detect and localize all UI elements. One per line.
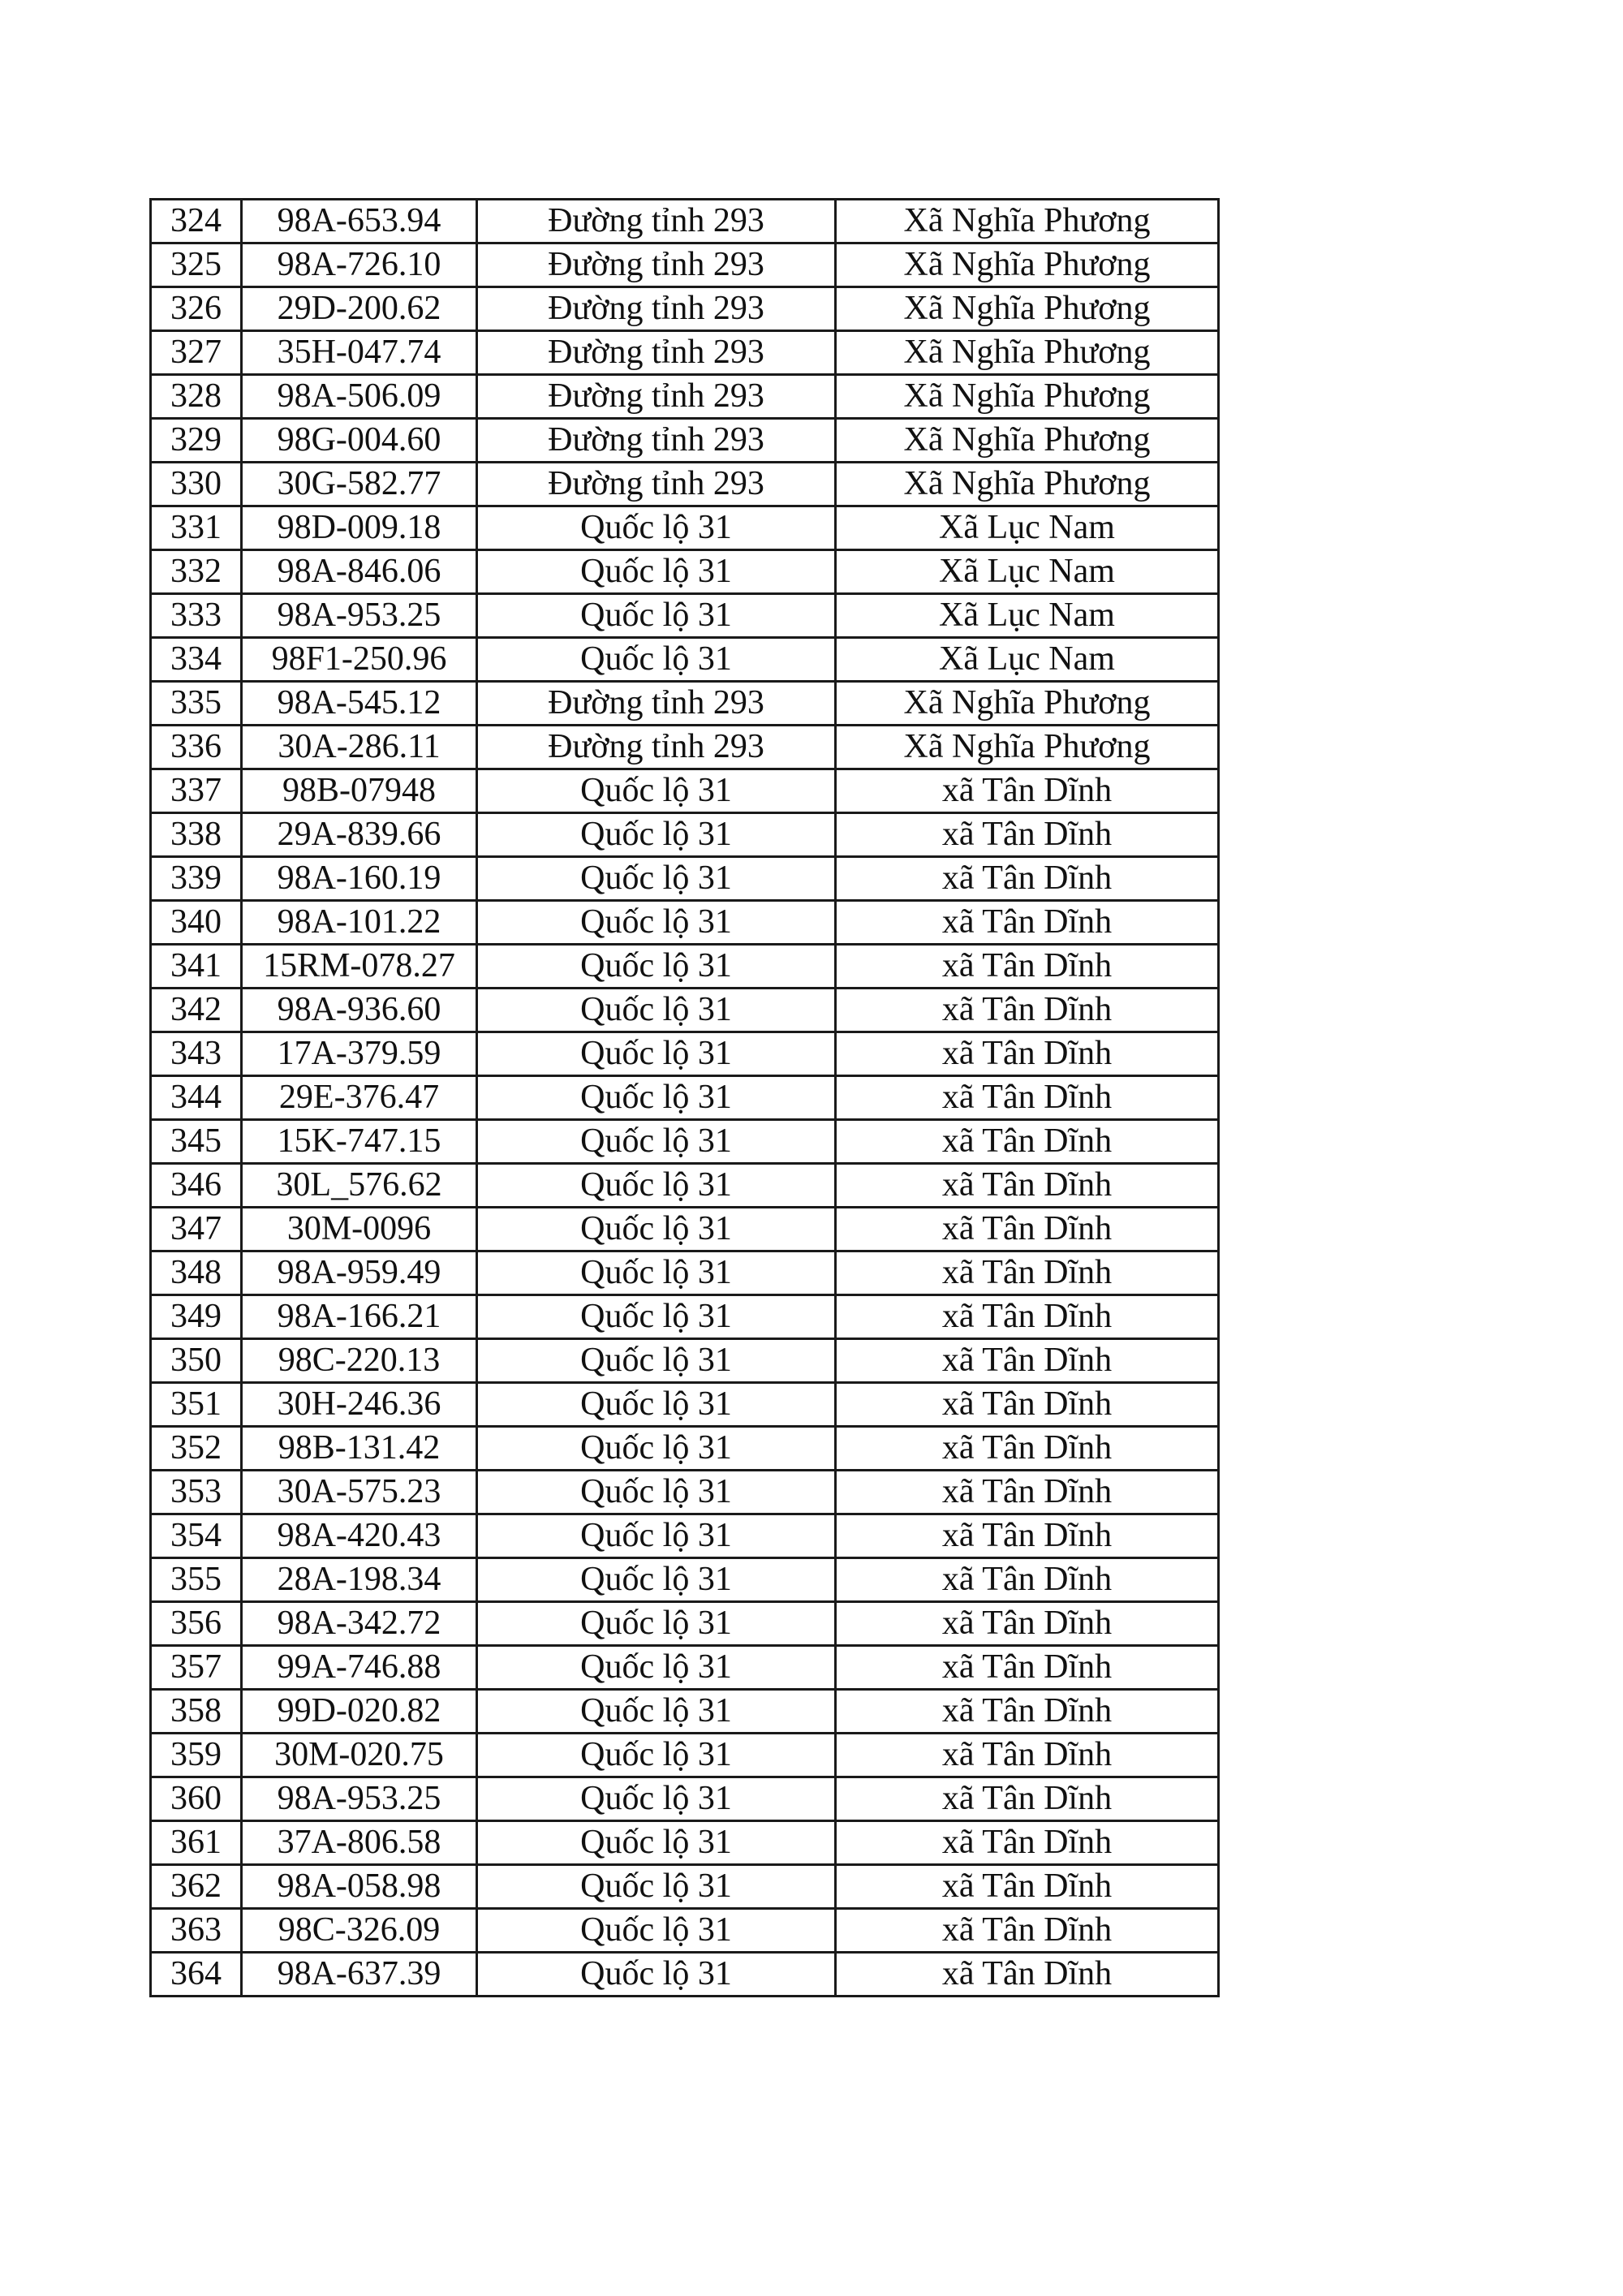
license-plate-cell: 98G-004.60 (242, 419, 477, 463)
road-name-cell: Quốc lộ 31 (477, 1777, 836, 1821)
row-number-cell: 364 (151, 1953, 242, 1997)
row-number-cell: 341 (151, 945, 242, 989)
license-plate-cell: 28A-198.34 (242, 1558, 477, 1602)
table-row (151, 726, 1219, 769)
commune-cell: Xã Lục Nam (836, 550, 1219, 594)
license-plate-cell: 98A-846.06 (242, 550, 477, 594)
road-name-cell: Quốc lộ 31 (477, 1032, 836, 1076)
table-row (151, 1734, 1219, 1777)
row-number-cell: 362 (151, 1865, 242, 1909)
road-name-cell: Quốc lộ 31 (477, 1646, 836, 1690)
commune-cell: Xã Nghĩa Phương (836, 243, 1219, 287)
road-name-cell: Đường tỉnh 293 (477, 287, 836, 331)
commune-cell: xã Tân Dĩnh (836, 769, 1219, 813)
road-name-cell: Quốc lộ 31 (477, 945, 836, 989)
license-plate-cell: 98A-160.19 (242, 857, 477, 901)
license-plate-cell: 30G-582.77 (242, 463, 477, 506)
row-number-cell: 360 (151, 1777, 242, 1821)
road-name-cell: Quốc lộ 31 (477, 638, 836, 682)
table-row (151, 682, 1219, 726)
commune-cell: Xã Nghĩa Phương (836, 726, 1219, 769)
table-row (151, 331, 1219, 375)
table-row (151, 506, 1219, 550)
row-number-cell: 329 (151, 419, 242, 463)
license-plate-cell: 30M-0096 (242, 1208, 477, 1251)
commune-cell: xã Tân Dĩnh (836, 945, 1219, 989)
commune-cell: xã Tân Dĩnh (836, 1032, 1219, 1076)
license-plate-cell: 98A-420.43 (242, 1514, 477, 1558)
license-plate-cell: 30H-246.36 (242, 1383, 477, 1427)
road-name-cell: Quốc lộ 31 (477, 1076, 836, 1120)
license-plate-cell: 98D-009.18 (242, 506, 477, 550)
violation-table-body (151, 200, 1219, 1997)
row-number-cell: 328 (151, 375, 242, 419)
row-number-cell: 343 (151, 1032, 242, 1076)
road-name-cell: Quốc lộ 31 (477, 1208, 836, 1251)
road-name-cell: Quốc lộ 31 (477, 1120, 836, 1164)
commune-cell: xã Tân Dĩnh (836, 1777, 1219, 1821)
commune-cell: xã Tân Dĩnh (836, 1953, 1219, 1997)
road-name-cell: Quốc lộ 31 (477, 1734, 836, 1777)
road-name-cell: Quốc lộ 31 (477, 1865, 836, 1909)
table-row (151, 1164, 1219, 1208)
row-number-cell: 355 (151, 1558, 242, 1602)
row-number-cell: 337 (151, 769, 242, 813)
row-number-cell: 332 (151, 550, 242, 594)
commune-cell: xã Tân Dĩnh (836, 1821, 1219, 1865)
road-name-cell: Quốc lộ 31 (477, 857, 836, 901)
commune-cell: xã Tân Dĩnh (836, 1471, 1219, 1514)
license-plate-cell: 37A-806.58 (242, 1821, 477, 1865)
commune-cell: xã Tân Dĩnh (836, 1558, 1219, 1602)
table-row (151, 857, 1219, 901)
license-plate-cell: 15RM-078.27 (242, 945, 477, 989)
row-number-cell: 325 (151, 243, 242, 287)
table-row (151, 1032, 1219, 1076)
table-row (151, 287, 1219, 331)
license-plate-cell: 99A-746.88 (242, 1646, 477, 1690)
row-number-cell: 327 (151, 331, 242, 375)
license-plate-cell: 98A-545.12 (242, 682, 477, 726)
table-row (151, 1909, 1219, 1953)
table-row (151, 1120, 1219, 1164)
row-number-cell: 349 (151, 1295, 242, 1339)
row-number-cell: 335 (151, 682, 242, 726)
table-row (151, 419, 1219, 463)
table-row (151, 1251, 1219, 1295)
commune-cell: xã Tân Dĩnh (836, 1076, 1219, 1120)
road-name-cell: Quốc lộ 31 (477, 1690, 836, 1734)
commune-cell: xã Tân Dĩnh (836, 1427, 1219, 1471)
license-plate-cell: 30M-020.75 (242, 1734, 477, 1777)
table-row (151, 1953, 1219, 1997)
table-row (151, 1690, 1219, 1734)
row-number-cell: 356 (151, 1602, 242, 1646)
commune-cell: xã Tân Dĩnh (836, 1295, 1219, 1339)
row-number-cell: 358 (151, 1690, 242, 1734)
row-number-cell: 348 (151, 1251, 242, 1295)
commune-cell: Xã Lục Nam (836, 638, 1219, 682)
commune-cell: xã Tân Dĩnh (836, 1164, 1219, 1208)
row-number-cell: 351 (151, 1383, 242, 1427)
table-row (151, 243, 1219, 287)
commune-cell: xã Tân Dĩnh (836, 1646, 1219, 1690)
table-row (151, 769, 1219, 813)
table-row (151, 1339, 1219, 1383)
license-plate-cell: 98B-07948 (242, 769, 477, 813)
table-row (151, 375, 1219, 419)
license-plate-cell: 98A-959.49 (242, 1251, 477, 1295)
commune-cell: Xã Nghĩa Phương (836, 682, 1219, 726)
commune-cell: xã Tân Dĩnh (836, 857, 1219, 901)
commune-cell: xã Tân Dĩnh (836, 1383, 1219, 1427)
commune-cell: Xã Nghĩa Phương (836, 375, 1219, 419)
commune-cell: xã Tân Dĩnh (836, 813, 1219, 857)
license-plate-cell: 98C-326.09 (242, 1909, 477, 1953)
road-name-cell: Quốc lộ 31 (477, 901, 836, 945)
road-name-cell: Quốc lộ 31 (477, 1909, 836, 1953)
license-plate-cell: 98A-342.72 (242, 1602, 477, 1646)
commune-cell: xã Tân Dĩnh (836, 1865, 1219, 1909)
road-name-cell: Quốc lộ 31 (477, 506, 836, 550)
commune-cell: Xã Nghĩa Phương (836, 331, 1219, 375)
road-name-cell: Quốc lộ 31 (477, 1602, 836, 1646)
road-name-cell: Đường tỉnh 293 (477, 331, 836, 375)
license-plate-cell: 30A-286.11 (242, 726, 477, 769)
license-plate-cell: 98C-220.13 (242, 1339, 477, 1383)
road-name-cell: Quốc lộ 31 (477, 1558, 836, 1602)
commune-cell: xã Tân Dĩnh (836, 1734, 1219, 1777)
road-name-cell: Đường tỉnh 293 (477, 463, 836, 506)
commune-cell: Xã Lục Nam (836, 594, 1219, 638)
table-row (151, 1471, 1219, 1514)
commune-cell: Xã Nghĩa Phương (836, 287, 1219, 331)
road-name-cell: Quốc lộ 31 (477, 550, 836, 594)
row-number-cell: 344 (151, 1076, 242, 1120)
road-name-cell: Quốc lộ 31 (477, 1427, 836, 1471)
road-name-cell: Quốc lộ 31 (477, 1164, 836, 1208)
table-row (151, 1208, 1219, 1251)
table-row (151, 1514, 1219, 1558)
license-plate-cell: 17A-379.59 (242, 1032, 477, 1076)
license-plate-cell: 98A-101.22 (242, 901, 477, 945)
road-name-cell: Quốc lộ 31 (477, 1514, 836, 1558)
license-plate-cell: 30A-575.23 (242, 1471, 477, 1514)
row-number-cell: 357 (151, 1646, 242, 1690)
road-name-cell: Quốc lộ 31 (477, 1295, 836, 1339)
row-number-cell: 342 (151, 989, 242, 1032)
commune-cell: xã Tân Dĩnh (836, 989, 1219, 1032)
license-plate-cell: 98F1-250.96 (242, 638, 477, 682)
road-name-cell: Đường tỉnh 293 (477, 682, 836, 726)
table-row (151, 1076, 1219, 1120)
table-row (151, 989, 1219, 1032)
commune-cell: Xã Nghĩa Phương (836, 200, 1219, 243)
table-row (151, 1558, 1219, 1602)
road-name-cell: Quốc lộ 31 (477, 1339, 836, 1383)
commune-cell: xã Tân Dĩnh (836, 1909, 1219, 1953)
row-number-cell: 334 (151, 638, 242, 682)
table-row (151, 813, 1219, 857)
commune-cell: xã Tân Dĩnh (836, 1602, 1219, 1646)
table-row (151, 1646, 1219, 1690)
road-name-cell: Đường tỉnh 293 (477, 419, 836, 463)
license-plate-cell: 98A-058.98 (242, 1865, 477, 1909)
commune-cell: xã Tân Dĩnh (836, 1339, 1219, 1383)
row-number-cell: 333 (151, 594, 242, 638)
license-plate-cell: 98A-936.60 (242, 989, 477, 1032)
license-plate-cell: 98A-637.39 (242, 1953, 477, 1997)
road-name-cell: Đường tỉnh 293 (477, 200, 836, 243)
violation-table (149, 198, 1220, 1997)
row-number-cell: 354 (151, 1514, 242, 1558)
road-name-cell: Quốc lộ 31 (477, 769, 836, 813)
license-plate-cell: 29E-376.47 (242, 1076, 477, 1120)
row-number-cell: 347 (151, 1208, 242, 1251)
row-number-cell: 350 (151, 1339, 242, 1383)
license-plate-cell: 35H-047.74 (242, 331, 477, 375)
table-row (151, 638, 1219, 682)
table-row (151, 1865, 1219, 1909)
table-row (151, 1777, 1219, 1821)
commune-cell: xã Tân Dĩnh (836, 1208, 1219, 1251)
table-row (151, 1383, 1219, 1427)
road-name-cell: Quốc lộ 31 (477, 1471, 836, 1514)
table-row (151, 463, 1219, 506)
road-name-cell: Quốc lộ 31 (477, 1821, 836, 1865)
table-row (151, 901, 1219, 945)
row-number-cell: 345 (151, 1120, 242, 1164)
license-plate-cell: 98A-953.25 (242, 1777, 477, 1821)
road-name-cell: Đường tỉnh 293 (477, 726, 836, 769)
commune-cell: Xã Lục Nam (836, 506, 1219, 550)
road-name-cell: Đường tỉnh 293 (477, 243, 836, 287)
road-name-cell: Quốc lộ 31 (477, 1383, 836, 1427)
table-row (151, 945, 1219, 989)
table-row (151, 1821, 1219, 1865)
row-number-cell: 361 (151, 1821, 242, 1865)
table-row (151, 1295, 1219, 1339)
license-plate-cell: 15K-747.15 (242, 1120, 477, 1164)
table-row (151, 550, 1219, 594)
road-name-cell: Quốc lộ 31 (477, 1251, 836, 1295)
commune-cell: xã Tân Dĩnh (836, 901, 1219, 945)
row-number-cell: 353 (151, 1471, 242, 1514)
license-plate-cell: 98A-653.94 (242, 200, 477, 243)
table-row (151, 1427, 1219, 1471)
commune-cell: Xã Nghĩa Phương (836, 463, 1219, 506)
license-plate-cell: 29A-839.66 (242, 813, 477, 857)
commune-cell: xã Tân Dĩnh (836, 1690, 1219, 1734)
table-row (151, 1602, 1219, 1646)
license-plate-cell: 98A-506.09 (242, 375, 477, 419)
row-number-cell: 340 (151, 901, 242, 945)
license-plate-cell: 98A-726.10 (242, 243, 477, 287)
table-row (151, 594, 1219, 638)
row-number-cell: 352 (151, 1427, 242, 1471)
commune-cell: xã Tân Dĩnh (836, 1514, 1219, 1558)
license-plate-cell: 98A-953.25 (242, 594, 477, 638)
license-plate-cell: 30L_576.62 (242, 1164, 477, 1208)
row-number-cell: 330 (151, 463, 242, 506)
table-row (151, 200, 1219, 243)
commune-cell: xã Tân Dĩnh (836, 1120, 1219, 1164)
row-number-cell: 363 (151, 1909, 242, 1953)
license-plate-cell: 99D-020.82 (242, 1690, 477, 1734)
row-number-cell: 324 (151, 200, 242, 243)
road-name-cell: Quốc lộ 31 (477, 594, 836, 638)
row-number-cell: 336 (151, 726, 242, 769)
row-number-cell: 359 (151, 1734, 242, 1777)
road-name-cell: Quốc lộ 31 (477, 989, 836, 1032)
row-number-cell: 331 (151, 506, 242, 550)
row-number-cell: 326 (151, 287, 242, 331)
road-name-cell: Quốc lộ 31 (477, 1953, 836, 1997)
license-plate-cell: 98A-166.21 (242, 1295, 477, 1339)
commune-cell: xã Tân Dĩnh (836, 1251, 1219, 1295)
road-name-cell: Đường tỉnh 293 (477, 375, 836, 419)
road-name-cell: Quốc lộ 31 (477, 813, 836, 857)
row-number-cell: 338 (151, 813, 242, 857)
row-number-cell: 346 (151, 1164, 242, 1208)
row-number-cell: 339 (151, 857, 242, 901)
license-plate-cell: 29D-200.62 (242, 287, 477, 331)
license-plate-cell: 98B-131.42 (242, 1427, 477, 1471)
commune-cell: Xã Nghĩa Phương (836, 419, 1219, 463)
